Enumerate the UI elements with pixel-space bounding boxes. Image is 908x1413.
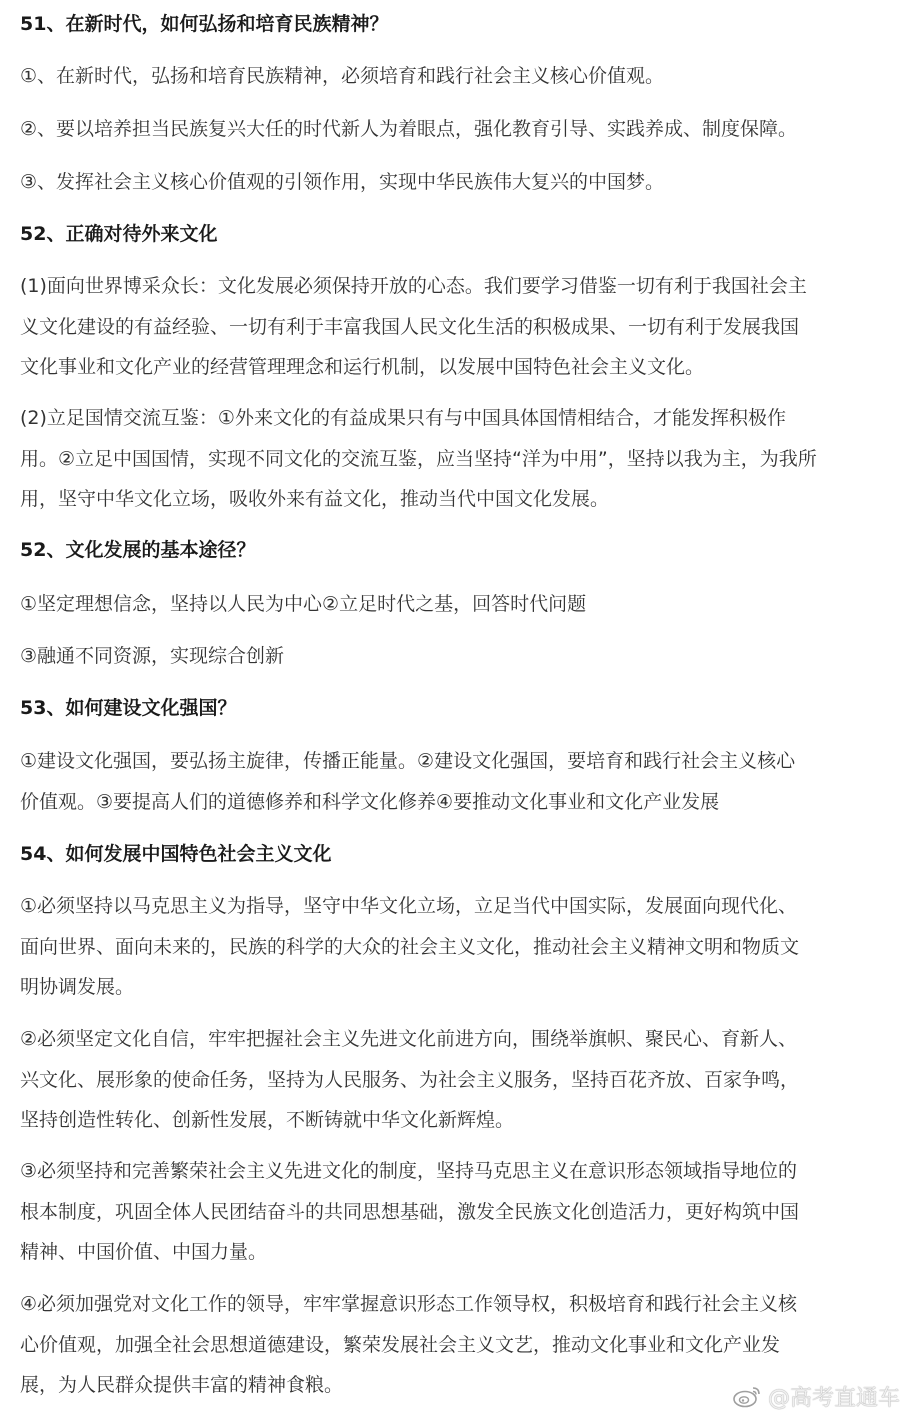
paragraph <box>20 636 890 677</box>
section-heading: 54、如何发展中国特色社会主义文化 <box>20 843 332 865</box>
paragraph-line: ②、要以培养担当民族复兴大任的时代新人为着眼点，强化教育引导、实践养成、制度保障。 <box>20 118 798 140</box>
paragraph-line: 文化事业和文化产业的经营管理理念和运行机制，以发展中国特色社会主义文化。 <box>20 356 705 378</box>
paragraph-line: 义文化建设的有益经验、一切有利于丰富我国人民文化生活的积极成果、一切有利于发展我国 <box>20 315 800 338</box>
paragraph-line: 展，为人民群众提供丰富的精神食粮。 <box>20 1374 344 1396</box>
paragraph-line: 用。②立足中国国情，实现不同文化的交流互鉴，应当坚持“洋为中用”，坚持以我为主，为我所 <box>20 447 817 470</box>
paragraph <box>20 56 890 97</box>
paragraph-line: ①坚定理想信念，坚持以人民为中心②立足时代之基，回答时代问题 <box>20 593 587 615</box>
watermark <box>732 1383 900 1409</box>
paragraph-line: 价值观。③要提高人们的道德修养和科学文化修养④要推动文化事业和文化产业发展 <box>20 790 720 813</box>
section-heading: 51、在新时代，如何弘扬和培育民族精神？ <box>20 13 389 35</box>
paragraph <box>20 1019 890 1141</box>
weibo-icon <box>732 1384 762 1408</box>
paragraph <box>20 886 890 1008</box>
paragraph-line: ①建设文化强国，要弘扬主旋律，传播正能量。②建设文化强国，要培育和践行社会主义核心 <box>20 750 796 772</box>
section-heading: 52、正确对待外来文化 <box>20 223 218 245</box>
paragraph <box>20 584 890 625</box>
paragraph-line: 心价值观，加强全社会思想道德建设，繁荣发展社会主义文艺，推动文化事业和文化产业发 <box>20 1333 781 1356</box>
paragraph <box>20 398 890 520</box>
section-heading: 52、文化发展的基本途径？ <box>20 539 256 561</box>
paragraph-line: 用，坚守中华文化立场，吸收外来有益文化，推动当代中国文化发展。 <box>20 488 610 510</box>
watermark-text: @高考直通车 <box>767 1385 900 1411</box>
paragraph-line: 兴文化、展形象的使命任务，坚持为人民服务、为社会主义服务，坚持百花齐放、百家争鸣， <box>20 1068 800 1091</box>
paragraph <box>20 741 890 822</box>
paragraph <box>20 109 890 150</box>
paragraph-line: 根本制度，巩固全体人民团结奋斗的共同思想基础，激发全民族文化创造活力，更好构筑中国 <box>20 1200 800 1223</box>
paragraph-line: ①必须坚持以马克思主义为指导，坚守中华文化立场，立足当代中国实际，发展面向现代化、 <box>20 895 798 917</box>
paragraph-line: ③融通不同资源，实现综合创新 <box>20 645 285 667</box>
paragraph-line: (1)面向世界博采众长：文化发展必须保持开放的心态。我们要学习借鉴一切有利于我国社会主 <box>20 275 807 297</box>
paragraph <box>20 1151 890 1273</box>
paragraph <box>20 162 890 203</box>
paragraph-line: 明协调发展。 <box>20 976 135 998</box>
paragraph-line: ①、在新时代，弘扬和培育民族精神，必须培育和践行社会主义核心价值观。 <box>20 65 665 87</box>
paragraph <box>20 266 890 388</box>
paragraph-line: 坚持创造性转化、创新性发展，不断铸就中华文化新辉煌。 <box>20 1109 515 1131</box>
paragraph-line: ③、发挥社会主义核心价值观的引领作用，实现中华民族伟大复兴的中国梦。 <box>20 171 665 193</box>
paragraph-line: ③必须坚持和完善繁荣社会主义先进文化的制度，坚持马克思主义在意识形态领域指导地位的 <box>20 1160 798 1182</box>
paragraph-line: (2)立足国情交流互鉴：①外来文化的有益成果只有与中国具体国情相结合，才能发挥积极作 <box>20 407 786 429</box>
section-heading: 53、如何建设文化强国？ <box>20 697 237 719</box>
paragraph-line: 精神、中国价值、中国力量。 <box>20 1241 268 1263</box>
paragraph-line: 面向世界、面向未来的，民族的科学的大众的社会主义文化，推动社会主义精神文明和物质文 <box>20 935 800 958</box>
paragraph-line: ④必须加强党对文化工作的领导，牢牢掌握意识形态工作领导权，积极培育和践行社会主义核 <box>20 1293 798 1315</box>
paragraph-line: ②必须坚定文化自信，牢牢把握社会主义先进文化前进方向，围绕举旗帜、聚民心、育新人、 <box>20 1028 798 1050</box>
